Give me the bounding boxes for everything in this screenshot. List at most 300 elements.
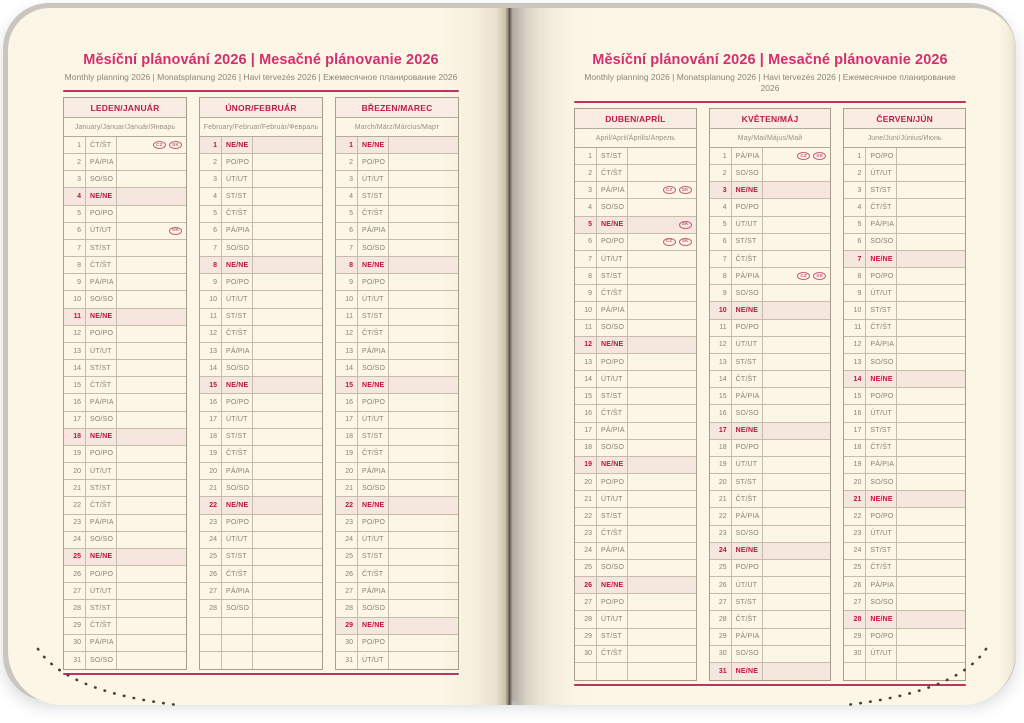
day-notes-cell: [117, 360, 186, 376]
day-row: [336, 257, 458, 274]
day-weekday: SO/SO: [86, 291, 117, 307]
day-row: [336, 394, 458, 411]
day-number: 26: [64, 566, 86, 582]
day-number: 25: [64, 549, 86, 565]
day-notes-cell: [389, 618, 458, 634]
day-notes-cell: [389, 635, 458, 651]
day-notes-cell: [763, 371, 831, 387]
day-row: [200, 360, 322, 377]
day-weekday: ST/ST: [358, 549, 389, 565]
day-number: 26: [844, 577, 866, 593]
day-weekday: ST/ST: [597, 388, 628, 404]
day-row: [844, 457, 965, 474]
day-number: 6: [844, 234, 866, 250]
empty-row: [200, 652, 322, 669]
day-number: 29: [844, 629, 866, 645]
day-notes-cell: [389, 360, 458, 376]
day-row: [336, 412, 458, 429]
day-notes-cell: [763, 543, 831, 559]
day-weekday: PÁ/PIA: [86, 515, 117, 531]
empty-weekday-cell: [222, 652, 253, 669]
day-weekday: SO/SO: [86, 652, 117, 669]
day-row: [844, 285, 965, 302]
day-row: [64, 618, 186, 635]
day-weekday: ST/ST: [866, 302, 897, 318]
day-notes-cell: [253, 377, 322, 393]
day-weekday: NE/NE: [86, 309, 117, 325]
day-row: [575, 165, 696, 182]
day-row: [336, 206, 458, 223]
day-row: [336, 497, 458, 514]
day-number: 2: [64, 154, 86, 170]
day-weekday: ST/ST: [597, 148, 628, 164]
day-notes-cell: [117, 223, 186, 239]
day-notes-cell: [389, 274, 458, 290]
day-row: [64, 291, 186, 308]
day-row: [575, 440, 696, 457]
day-notes-cell: [117, 154, 186, 170]
day-number: 1: [200, 137, 222, 153]
day-row: [200, 188, 322, 205]
day-number: 18: [575, 440, 597, 456]
day-row: [575, 320, 696, 337]
day-number: 12: [710, 337, 732, 353]
day-notes-cell: [117, 188, 186, 204]
day-number: 23: [844, 526, 866, 542]
day-number: 4: [710, 199, 732, 215]
day-number: 29: [336, 618, 358, 634]
day-number: 27: [575, 594, 597, 610]
day-number: 27: [710, 594, 732, 610]
day-notes-cell: [897, 251, 965, 267]
day-number: 10: [575, 302, 597, 318]
day-number: 7: [710, 251, 732, 267]
day-weekday: ČT/ŠT: [866, 560, 897, 576]
day-number: 3: [336, 171, 358, 187]
day-row: [64, 240, 186, 257]
day-number: 6: [575, 234, 597, 250]
day-weekday: ÚT/UT: [732, 457, 763, 473]
day-weekday: PO/PO: [358, 515, 389, 531]
day-row: [200, 549, 322, 566]
day-weekday: PO/PO: [866, 148, 897, 164]
day-notes-cell: [389, 600, 458, 616]
day-number: 5: [336, 206, 358, 222]
day-number: 5: [200, 206, 222, 222]
day-row: [200, 583, 322, 600]
day-row: [336, 154, 458, 171]
day-weekday: SO/SO: [866, 474, 897, 490]
day-number: 17: [200, 412, 222, 428]
day-notes-cell: [628, 371, 696, 387]
day-number: 17: [710, 423, 732, 439]
day-row: [200, 497, 322, 514]
day-number: 17: [64, 412, 86, 428]
day-row: [336, 532, 458, 549]
day-notes-cell: [628, 217, 696, 233]
sk-holiday-badge: SK: [679, 238, 692, 246]
day-row: [336, 480, 458, 497]
day-weekday: PO/PO: [866, 268, 897, 284]
day-number: 21: [336, 480, 358, 496]
day-notes-cell: [628, 268, 696, 284]
day-number: 16: [575, 405, 597, 421]
day-notes-cell: [117, 600, 186, 616]
footer-divider: [574, 684, 966, 686]
day-weekday: PÁ/PIA: [732, 268, 763, 284]
day-number: 2: [575, 165, 597, 181]
day-notes-cell: [897, 165, 965, 181]
day-row: [710, 354, 831, 371]
day-weekday: PÁ/PIA: [597, 302, 628, 318]
day-notes-cell: [628, 629, 696, 645]
day-notes-cell: [389, 188, 458, 204]
day-number: 14: [710, 371, 732, 387]
month-name: BŘEZEN/MAREC: [336, 98, 458, 118]
day-row: [64, 566, 186, 583]
day-number: 20: [64, 463, 86, 479]
day-notes-cell: [763, 285, 831, 301]
day-notes-cell: [763, 491, 831, 507]
day-row: [64, 137, 186, 154]
day-number: 24: [575, 543, 597, 559]
day-row: [844, 474, 965, 491]
day-weekday: SO/SO: [597, 440, 628, 456]
day-number: 23: [710, 526, 732, 542]
day-notes-cell: [628, 440, 696, 456]
day-weekday: ST/ST: [86, 480, 117, 496]
day-weekday: NE/NE: [597, 337, 628, 353]
month-subtitle: June/Juni/Június/Июнь: [844, 129, 965, 148]
day-notes-cell: [763, 234, 831, 250]
day-row: [710, 371, 831, 388]
day-number: 30: [710, 646, 732, 662]
day-row: [64, 429, 186, 446]
day-weekday: PÁ/PIA: [86, 635, 117, 651]
day-notes-cell: [389, 257, 458, 273]
day-number: 11: [575, 320, 597, 336]
day-row: [64, 377, 186, 394]
day-number: 29: [575, 629, 597, 645]
day-row: [710, 577, 831, 594]
day-row: [64, 394, 186, 411]
day-number: 18: [336, 429, 358, 445]
day-number: 6: [336, 223, 358, 239]
day-row: [336, 377, 458, 394]
day-row: [710, 594, 831, 611]
day-number: 29: [710, 629, 732, 645]
day-number: 28: [844, 611, 866, 627]
day-weekday: PO/PO: [222, 394, 253, 410]
day-number: 25: [336, 549, 358, 565]
day-number: 23: [64, 515, 86, 531]
month-table-duben-april: [574, 108, 697, 681]
day-weekday: SO/SO: [597, 199, 628, 215]
day-number: 9: [336, 274, 358, 290]
day-notes-cell: [253, 188, 322, 204]
day-notes-cell: [117, 394, 186, 410]
day-number: 1: [336, 137, 358, 153]
day-weekday: SO/SO: [866, 594, 897, 610]
month-subtitle: May/Mai/Május/Май: [710, 129, 831, 148]
sk-holiday-badge: SK: [169, 227, 182, 235]
day-notes-cell: [117, 549, 186, 565]
day-row: [575, 611, 696, 628]
day-row: [844, 251, 965, 268]
day-row: [844, 371, 965, 388]
day-row: [200, 326, 322, 343]
day-weekday: ČT/ŠT: [732, 491, 763, 507]
day-row: [336, 291, 458, 308]
left-page: [8, 8, 509, 705]
day-row: [844, 148, 965, 165]
day-number: 21: [710, 491, 732, 507]
day-weekday: ÚT/UT: [358, 171, 389, 187]
day-number: 20: [336, 463, 358, 479]
day-number: 22: [64, 497, 86, 513]
day-row: [575, 337, 696, 354]
day-row: [710, 526, 831, 543]
day-weekday: PÁ/PIA: [732, 148, 763, 164]
day-number: 21: [200, 480, 222, 496]
day-number: 7: [336, 240, 358, 256]
day-row: [710, 543, 831, 560]
sk-holiday-badge: SK: [679, 186, 692, 194]
day-row: [64, 497, 186, 514]
day-number: 20: [844, 474, 866, 490]
day-row: [336, 566, 458, 583]
day-weekday: PO/PO: [732, 440, 763, 456]
day-row: [844, 646, 965, 663]
day-notes-cell: [897, 388, 965, 404]
day-notes-cell: [389, 583, 458, 599]
day-number: 8: [64, 257, 86, 273]
day-weekday: NE/NE: [222, 257, 253, 273]
day-row: [64, 171, 186, 188]
day-weekday: SO/SO: [358, 240, 389, 256]
day-notes-cell: [628, 577, 696, 593]
day-notes-cell: [628, 423, 696, 439]
day-notes-cell: [763, 474, 831, 490]
day-notes-cell: [117, 532, 186, 548]
day-row: [64, 532, 186, 549]
day-notes-cell: [897, 354, 965, 370]
day-notes-cell: [117, 343, 186, 359]
day-notes-cell: [389, 480, 458, 496]
day-weekday: ČT/ŠT: [597, 526, 628, 542]
day-weekday: PO/PO: [358, 394, 389, 410]
day-row: [64, 206, 186, 223]
day-weekday: ÚT/UT: [597, 491, 628, 507]
day-notes-cell: [389, 463, 458, 479]
day-weekday: ČT/ŠT: [732, 611, 763, 627]
day-notes-cell: [253, 274, 322, 290]
day-weekday: PÁ/PIA: [597, 423, 628, 439]
day-row: [200, 515, 322, 532]
day-row: [844, 320, 965, 337]
day-number: 21: [64, 480, 86, 496]
day-notes-cell: [117, 137, 186, 153]
day-number: 16: [200, 394, 222, 410]
day-notes-cell: [628, 302, 696, 318]
day-number: 3: [844, 182, 866, 198]
day-notes-cell: [763, 148, 831, 164]
day-notes-cell: [117, 480, 186, 496]
day-number: 4: [844, 199, 866, 215]
day-row: [64, 515, 186, 532]
day-row: [200, 171, 322, 188]
page-subtitle: Monthly planning 2026 | Monatsplanung 2026 | Havi tervezés 2026 | Ежемесячное планирование 2026: [64, 72, 458, 82]
day-number: 9: [200, 274, 222, 290]
day-row: [710, 268, 831, 285]
day-weekday: ČT/ŠT: [86, 257, 117, 273]
day-notes-cell: [389, 326, 458, 342]
day-weekday: ČT/ŠT: [86, 137, 117, 153]
day-weekday: NE/NE: [86, 188, 117, 204]
day-number: 4: [336, 188, 358, 204]
day-notes-cell: [253, 515, 322, 531]
empty-row: [844, 663, 965, 680]
day-number: 11: [336, 309, 358, 325]
day-row: [64, 343, 186, 360]
day-notes-cell: [763, 354, 831, 370]
day-notes-cell: [628, 543, 696, 559]
day-weekday: NE/NE: [866, 611, 897, 627]
day-weekday: ČT/ŠT: [597, 646, 628, 662]
day-notes-cell: [897, 491, 965, 507]
day-notes-cell: [897, 182, 965, 198]
day-weekday: NE/NE: [358, 497, 389, 513]
day-weekday: NE/NE: [222, 497, 253, 513]
day-number: 14: [64, 360, 86, 376]
day-weekday: SO/SO: [732, 405, 763, 421]
day-weekday: SO/SO: [222, 240, 253, 256]
day-notes-cell: [628, 199, 696, 215]
day-weekday: NE/NE: [597, 217, 628, 233]
day-notes-cell: [763, 320, 831, 336]
day-number: 14: [336, 360, 358, 376]
day-number: 12: [336, 326, 358, 342]
day-row: [200, 480, 322, 497]
day-number: 26: [710, 577, 732, 593]
day-weekday: PÁ/PIA: [222, 343, 253, 359]
day-row: [575, 423, 696, 440]
day-row: [336, 223, 458, 240]
header-divider: [574, 101, 966, 103]
empty-number-cell: [844, 663, 866, 680]
day-weekday: NE/NE: [86, 429, 117, 445]
day-weekday: ÚT/UT: [222, 532, 253, 548]
cz-holiday-badge: CZ: [797, 152, 810, 160]
day-row: [575, 405, 696, 422]
day-number: 22: [844, 508, 866, 524]
day-notes-cell: [897, 234, 965, 250]
day-notes-cell: [117, 618, 186, 634]
day-number: 15: [336, 377, 358, 393]
day-number: 10: [336, 291, 358, 307]
day-weekday: NE/NE: [222, 377, 253, 393]
day-row: [64, 463, 186, 480]
day-notes-cell: [763, 337, 831, 353]
day-row: [336, 583, 458, 600]
day-notes-cell: [628, 285, 696, 301]
day-number: 19: [336, 446, 358, 462]
day-notes-cell: [763, 560, 831, 576]
day-weekday: SO/SO: [86, 171, 117, 187]
day-row: [710, 646, 831, 663]
day-notes-cell: [117, 446, 186, 462]
day-row: [710, 251, 831, 268]
day-notes-cell: [253, 240, 322, 256]
day-row: [575, 457, 696, 474]
day-number: 9: [844, 285, 866, 301]
day-row: [844, 508, 965, 525]
day-notes-cell: [897, 148, 965, 164]
empty-notes-cell: [253, 652, 322, 669]
day-row: [575, 182, 696, 199]
day-notes-cell: [763, 629, 831, 645]
day-row: [336, 635, 458, 652]
day-weekday: NE/NE: [358, 137, 389, 153]
day-number: 9: [64, 274, 86, 290]
day-row: [575, 388, 696, 405]
day-weekday: PÁ/PIA: [358, 463, 389, 479]
day-number: 30: [575, 646, 597, 662]
day-notes-cell: [897, 199, 965, 215]
day-weekday: ÚT/UT: [866, 165, 897, 181]
day-number: 23: [575, 526, 597, 542]
day-weekday: PÁ/PIA: [732, 508, 763, 524]
day-number: 10: [844, 302, 866, 318]
sk-holiday-badge: SK: [813, 272, 826, 280]
day-row: [710, 440, 831, 457]
day-notes-cell: [628, 165, 696, 181]
day-number: 19: [200, 446, 222, 462]
day-number: 4: [575, 199, 597, 215]
day-notes-cell: [763, 577, 831, 593]
day-weekday: ST/ST: [222, 309, 253, 325]
day-weekday: SO/SO: [222, 600, 253, 616]
day-weekday: PO/PO: [86, 206, 117, 222]
day-notes-cell: [117, 326, 186, 342]
day-weekday: SO/SO: [597, 560, 628, 576]
day-row: [844, 234, 965, 251]
day-row: [575, 217, 696, 234]
day-notes-cell: [389, 206, 458, 222]
day-weekday: NE/NE: [866, 251, 897, 267]
day-weekday: PO/PO: [358, 154, 389, 170]
day-notes-cell: [763, 302, 831, 318]
day-row: [336, 600, 458, 617]
day-row: [844, 388, 965, 405]
day-weekday: PÁ/PIA: [597, 543, 628, 559]
day-weekday: ČT/ŠT: [86, 618, 117, 634]
day-number: 25: [575, 560, 597, 576]
day-notes-cell: [628, 148, 696, 164]
day-row: [575, 543, 696, 560]
day-weekday: ČT/ŠT: [222, 206, 253, 222]
day-weekday: ČT/ŠT: [597, 165, 628, 181]
day-weekday: ST/ST: [866, 423, 897, 439]
day-notes-cell: [389, 291, 458, 307]
day-number: 18: [844, 440, 866, 456]
day-number: 13: [336, 343, 358, 359]
day-number: 15: [844, 388, 866, 404]
day-notes-cell: [389, 223, 458, 239]
day-number: 21: [575, 491, 597, 507]
empty-notes-cell: [897, 663, 965, 680]
day-weekday: ST/ST: [597, 629, 628, 645]
